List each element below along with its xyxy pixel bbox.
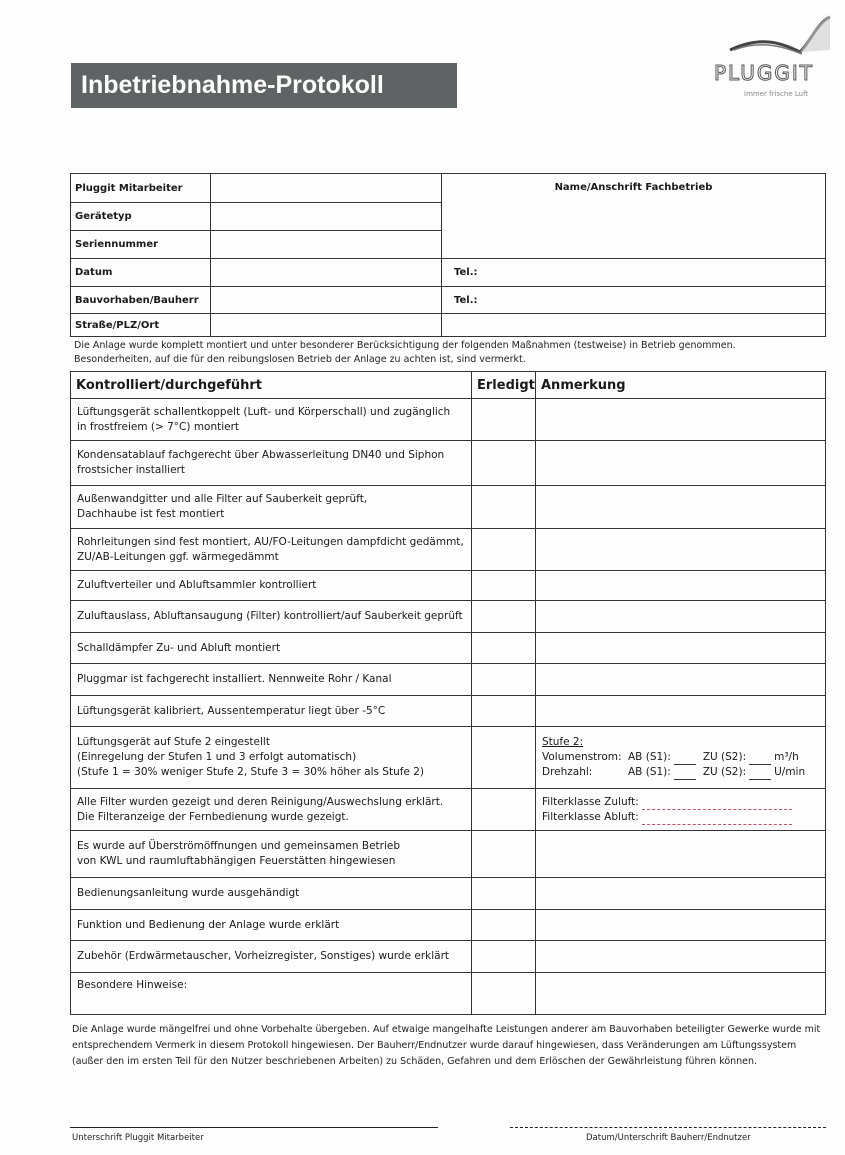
item-text: Alle Filter wurden gezeigt und deren Reinigung/Auswechslung erklärt. bbox=[77, 795, 444, 808]
stufe-remark-cell bbox=[536, 727, 826, 789]
checklist-item: Schalldämpfer Zu- und Abluft montiert bbox=[71, 633, 472, 664]
volumenstrom-label: Volumenstrom: bbox=[542, 751, 622, 763]
remark-cell[interactable] bbox=[536, 399, 826, 441]
item-text: Lüftungsgerät schallentkoppelt (Luft- und Körperschall) und zugänglich bbox=[77, 405, 451, 418]
logo-wave-icon bbox=[706, 12, 836, 60]
checklist-item bbox=[71, 831, 472, 878]
intro-note-line: Besonderheiten, auf die für den reibungslosen Betrieb der Anlage zu achten ist, sind vermerkt. bbox=[74, 354, 526, 365]
checklist-item bbox=[71, 529, 472, 571]
info-field-adresse[interactable] bbox=[211, 314, 442, 337]
company-tel-field[interactable] bbox=[442, 259, 826, 287]
table-row bbox=[71, 878, 826, 910]
done-cell[interactable] bbox=[472, 831, 536, 878]
done-cell[interactable] bbox=[472, 529, 536, 571]
done-cell[interactable] bbox=[472, 973, 536, 1015]
item-text: Kondensatablauf fachgerecht über Abwasserleitung DN40 und Siphon bbox=[77, 449, 445, 461]
footer-line: (außer den im ersten Teil für den Nutzer beschriebenen Arbeiten) zu Schäden, Gefahren und dem Erlöschen der Gewährleistung führen können. bbox=[72, 1056, 758, 1067]
done-cell[interactable] bbox=[472, 789, 536, 831]
remark-cell[interactable] bbox=[536, 441, 826, 486]
remark-cell[interactable] bbox=[536, 973, 826, 1015]
checklist-item: Pluggmar ist fachgerecht installiert. Nennweite Rohr / Kanal bbox=[71, 664, 472, 696]
item-text: (Einregelung der Stufen 1 und 3 erfolgt automatisch) bbox=[77, 751, 357, 763]
done-cell[interactable] bbox=[472, 941, 536, 973]
remark-cell[interactable] bbox=[536, 878, 826, 910]
table-row bbox=[71, 529, 826, 571]
logo-tagline: Immer frische Luft bbox=[744, 90, 809, 98]
signature-label-employee: Unterschrift Pluggit Mitarbeiter bbox=[72, 1133, 204, 1143]
checklist-item bbox=[71, 789, 472, 831]
filter-abluft-label: Filterklasse Abluft: bbox=[542, 810, 639, 823]
table-row bbox=[71, 696, 826, 727]
tel-label: Tel.: bbox=[454, 267, 478, 278]
info-label: Datum bbox=[71, 259, 211, 287]
filter-abluft-field[interactable] bbox=[642, 813, 792, 825]
handover-statement bbox=[72, 1022, 837, 1070]
info-label: Pluggit Mitarbeiter bbox=[71, 174, 211, 203]
ab-label: AB (S1): bbox=[628, 751, 671, 763]
checklist-item: Lüftungsgerät kalibriert, Aussentemperatur liegt über -5°C bbox=[71, 696, 472, 727]
signature-label-owner: Datum/Unterschrift Bauherr/Endnutzer bbox=[586, 1133, 751, 1143]
signature-line-employee[interactable] bbox=[70, 1127, 438, 1128]
vol-zu-field[interactable] bbox=[749, 753, 771, 765]
zu-label: ZU (S2): bbox=[702, 766, 747, 778]
info-field-seriennummer[interactable] bbox=[211, 231, 442, 259]
vol-ab-field[interactable] bbox=[674, 753, 696, 765]
info-field-mitarbeiter[interactable] bbox=[211, 174, 442, 203]
pluggit-logo bbox=[706, 12, 836, 104]
checklist-item bbox=[71, 399, 472, 441]
remark-cell[interactable] bbox=[536, 486, 826, 529]
rpm-ab-field[interactable] bbox=[674, 768, 696, 780]
item-text: Es wurde auf Überströmöffnungen und gemeinsamen Betrieb bbox=[77, 840, 401, 852]
footer-line: entsprechendem Vermerk in diesem Protokoll hingewiesen. Der Bauherr/Endnutzer wurde darauf hingewiesen, dass Veränderungen am Lüftungssystem bbox=[72, 1040, 797, 1051]
header-done: Erledigt bbox=[472, 372, 536, 399]
done-cell[interactable] bbox=[472, 441, 536, 486]
info-label: Straße/PLZ/Ort bbox=[71, 314, 211, 337]
remark-cell[interactable] bbox=[536, 529, 826, 571]
zu-label: ZU (S2): bbox=[702, 751, 747, 763]
checklist-item: Funktion und Bedienung der Anlage wurde erklärt bbox=[71, 910, 472, 941]
table-row bbox=[71, 399, 826, 441]
checklist-item: Zuluftauslass, Abluftansaugung (Filter) kontrolliert/auf Sauberkeit geprüft bbox=[71, 601, 472, 633]
done-cell[interactable] bbox=[472, 633, 536, 664]
table-row bbox=[71, 633, 826, 664]
done-cell[interactable] bbox=[472, 601, 536, 633]
intro-note-line: Die Anlage wurde komplett montiert und unter besonderer Berücksichtigung der folgenden Maßnahmen (testweise) in Betrieb genommen. bbox=[74, 340, 736, 351]
table-row bbox=[71, 571, 826, 601]
done-cell[interactable] bbox=[472, 727, 536, 789]
remark-cell[interactable] bbox=[536, 664, 826, 696]
bauherr-tel-field[interactable] bbox=[442, 287, 826, 314]
company-address-field[interactable] bbox=[442, 174, 826, 259]
info-field-bauvorhaben[interactable] bbox=[211, 287, 442, 314]
header-remark: Anmerkung bbox=[536, 372, 826, 399]
ab-label: AB (S1): bbox=[628, 766, 671, 778]
info-field-geraetetyp[interactable] bbox=[211, 203, 442, 231]
info-field-datum[interactable] bbox=[211, 259, 442, 287]
header-item: Kontrolliert/durchgeführt bbox=[71, 372, 472, 399]
table-row bbox=[71, 973, 826, 1015]
table-row bbox=[71, 486, 826, 529]
stufe-title: Stufe 2: bbox=[542, 736, 584, 748]
rpm-zu-field[interactable] bbox=[749, 768, 771, 780]
done-cell[interactable] bbox=[472, 878, 536, 910]
checklist-item bbox=[71, 486, 472, 529]
table-row bbox=[71, 941, 826, 973]
item-text: Außenwandgitter und alle Filter auf Sauberkeit geprüft, bbox=[77, 493, 368, 505]
remark-cell[interactable] bbox=[536, 601, 826, 633]
tel-label: Tel.: bbox=[454, 294, 478, 306]
remark-cell[interactable] bbox=[536, 831, 826, 878]
done-cell[interactable] bbox=[472, 910, 536, 941]
logo-wordmark: PLUGGIT bbox=[714, 61, 814, 85]
footer-line: Die Anlage wurde mängelfrei und ohne Vorbehalte übergeben. Auf etwaige mangelhafte Leistungen anderer am Bauvorhaben beteiligter Gewerke wurde mit bbox=[72, 1024, 821, 1035]
table-row bbox=[71, 831, 826, 878]
info-label: Bauvorhaben/Bauherr bbox=[71, 287, 211, 314]
remark-cell[interactable] bbox=[536, 571, 826, 601]
item-text: Dachhaube ist fest montiert bbox=[77, 508, 225, 520]
filter-zuluft-label: Filterklasse Zuluft: bbox=[542, 795, 639, 808]
table-row bbox=[71, 664, 826, 696]
vol-unit: m³/h bbox=[774, 751, 799, 763]
checklist-item: Bedienungsanleitung wurde ausgehändigt bbox=[71, 878, 472, 910]
checklist-item: Besondere Hinweise: bbox=[71, 973, 472, 1015]
item-text: (Stufe 1 = 30% weniger Stufe 2, Stufe 3 = 30% höher als Stufe 2) bbox=[77, 766, 425, 778]
table-row bbox=[71, 727, 826, 789]
table-row bbox=[71, 441, 826, 486]
checklist-item: Zuluftverteiler und Abluftsammler kontrolliert bbox=[71, 571, 472, 601]
page-title: Inbetriebnahme-Protokoll bbox=[71, 63, 457, 108]
item-text: in frostfreiem (> 7°C) montiert bbox=[77, 420, 240, 433]
item-text: ZU/AB-Leitungen ggf. wärmegedämmt bbox=[77, 550, 279, 563]
info-label: Seriennummer bbox=[71, 231, 211, 259]
done-cell[interactable] bbox=[472, 664, 536, 696]
item-text: Die Filteranzeige der Fernbedienung wurde gezeigt. bbox=[77, 810, 349, 823]
remark-cell[interactable] bbox=[536, 696, 826, 727]
remark-cell[interactable] bbox=[536, 633, 826, 664]
item-text: von KWL und raumluftabhängigen Feuerstätten hingewiesen bbox=[77, 855, 396, 867]
filter-remark-cell bbox=[536, 789, 826, 831]
item-text: Lüftungsgerät auf Stufe 2 eingestellt bbox=[77, 736, 270, 748]
checklist-item bbox=[71, 441, 472, 486]
item-text: Rohrleitungen sind fest montiert, AU/FO-Leitungen dampfdicht gedämmt, bbox=[77, 535, 464, 548]
rpm-unit: U/min bbox=[774, 766, 806, 778]
remark-cell[interactable] bbox=[536, 910, 826, 941]
checklist-item: Zubehör (Erdwärmetauscher, Vorheizregister, Sonstiges) wurde erklärt bbox=[71, 941, 472, 973]
item-text: frostsicher installiert bbox=[77, 464, 185, 476]
info-table bbox=[70, 173, 826, 337]
table-row bbox=[71, 601, 826, 633]
company-header: Name/Anschrift Fachbetrieb bbox=[554, 182, 713, 193]
filter-zuluft-field[interactable] bbox=[642, 798, 792, 810]
drehzahl-label: Drehzahl: bbox=[542, 766, 593, 778]
done-cell[interactable] bbox=[472, 696, 536, 727]
checklist-item bbox=[71, 727, 472, 789]
remark-cell[interactable] bbox=[536, 941, 826, 973]
done-cell[interactable] bbox=[472, 399, 536, 441]
info-field-empty[interactable] bbox=[442, 314, 826, 337]
info-label: Gerätetyp bbox=[71, 203, 211, 231]
signature-line-owner[interactable] bbox=[510, 1127, 826, 1128]
table-row bbox=[71, 910, 826, 941]
table-row bbox=[71, 789, 826, 831]
checklist-table bbox=[70, 371, 826, 1015]
done-cell[interactable] bbox=[472, 486, 536, 529]
done-cell[interactable] bbox=[472, 571, 536, 601]
